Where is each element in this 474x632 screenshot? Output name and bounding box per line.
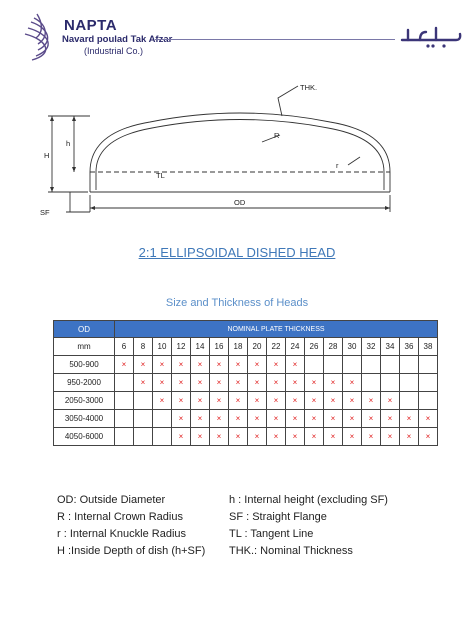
h-height-label: h xyxy=(66,139,71,148)
thickness-header-cell: 26 xyxy=(305,338,324,356)
cross-mark-icon: × xyxy=(235,432,241,441)
cross-mark-icon: × xyxy=(387,396,393,405)
availability-mark-cell xyxy=(286,392,305,410)
availability-mark-cell xyxy=(324,428,343,446)
header-divider xyxy=(155,39,395,40)
availability-mark-cell xyxy=(248,374,267,392)
thickness-header-cell: 20 xyxy=(248,338,267,356)
thickness-table xyxy=(53,320,438,446)
empty-cell xyxy=(381,374,400,392)
cross-mark-icon: × xyxy=(292,432,298,441)
cross-mark-icon: × xyxy=(197,414,203,423)
availability-mark-cell xyxy=(210,410,229,428)
availability-mark-cell xyxy=(286,410,305,428)
cross-mark-icon: × xyxy=(368,396,374,405)
cross-mark-icon: × xyxy=(273,360,279,369)
cross-mark-icon: × xyxy=(197,378,203,387)
legend-item: H :Inside Depth of dish (h+SF) xyxy=(57,545,206,557)
empty-cell xyxy=(381,356,400,374)
empty-cell xyxy=(419,374,438,392)
thickness-header-cell: 10 xyxy=(153,338,172,356)
availability-mark-cell xyxy=(419,428,438,446)
thickness-header-cell: 22 xyxy=(267,338,286,356)
availability-mark-cell xyxy=(381,428,400,446)
empty-cell xyxy=(115,392,134,410)
availability-mark-cell xyxy=(248,356,267,374)
availability-mark-cell xyxy=(267,392,286,410)
empty-cell xyxy=(400,374,419,392)
cross-mark-icon: × xyxy=(330,414,336,423)
cross-mark-icon: × xyxy=(292,414,298,423)
thickness-header-cell: 12 xyxy=(172,338,191,356)
cross-mark-icon: × xyxy=(349,414,355,423)
cross-mark-icon: × xyxy=(273,414,279,423)
availability-mark-cell xyxy=(324,392,343,410)
cross-mark-icon: × xyxy=(197,360,203,369)
availability-mark-cell xyxy=(286,374,305,392)
legend-right xyxy=(229,494,388,562)
thickness-header-cell: 38 xyxy=(419,338,438,356)
cross-mark-icon: × xyxy=(254,360,260,369)
legend-item: OD: Outside Diameter xyxy=(57,494,166,506)
cross-mark-icon: × xyxy=(254,378,260,387)
availability-mark-cell xyxy=(191,410,210,428)
cross-mark-icon: × xyxy=(216,360,222,369)
empty-cell xyxy=(115,410,134,428)
od-range-cell: 500-900 xyxy=(54,356,115,374)
cross-mark-icon: × xyxy=(349,378,355,387)
empty-cell xyxy=(134,410,153,428)
thickness-header-cell: 36 xyxy=(400,338,419,356)
empty-cell xyxy=(134,392,153,410)
legend-left xyxy=(57,494,205,562)
cross-mark-icon: × xyxy=(292,396,298,405)
cross-mark-icon: × xyxy=(178,360,184,369)
availability-mark-cell xyxy=(248,428,267,446)
legend-item: TL : Tangent Line xyxy=(229,528,314,540)
table-header-row xyxy=(54,321,438,338)
availability-mark-cell xyxy=(267,374,286,392)
cross-mark-icon: × xyxy=(159,378,165,387)
availability-mark-cell xyxy=(286,428,305,446)
cross-mark-icon: × xyxy=(387,432,393,441)
availability-mark-cell xyxy=(400,410,419,428)
empty-cell xyxy=(400,392,419,410)
availability-mark-cell xyxy=(153,374,172,392)
availability-mark-cell xyxy=(343,392,362,410)
availability-mark-cell xyxy=(172,410,191,428)
cross-mark-icon: × xyxy=(235,378,241,387)
availability-mark-cell xyxy=(191,428,210,446)
cross-mark-icon: × xyxy=(292,378,298,387)
cross-mark-icon: × xyxy=(292,360,298,369)
cross-mark-icon: × xyxy=(235,360,241,369)
brand-name: NAPTA xyxy=(64,17,118,34)
empty-cell xyxy=(362,356,381,374)
document-title xyxy=(0,245,474,260)
cross-mark-icon: × xyxy=(330,432,336,441)
dished-head-drawing xyxy=(30,80,450,230)
cross-mark-icon: × xyxy=(216,432,222,441)
knuckle-radius-label: r xyxy=(336,161,339,170)
availability-mark-cell xyxy=(115,356,134,374)
availability-mark-cell xyxy=(248,410,267,428)
availability-mark-cell xyxy=(210,428,229,446)
napta-swirl-logo-icon xyxy=(16,12,58,62)
cross-mark-icon: × xyxy=(254,432,260,441)
cross-mark-icon: × xyxy=(311,414,317,423)
cross-mark-icon: × xyxy=(178,396,184,405)
cross-mark-icon: × xyxy=(216,414,222,423)
availability-mark-cell xyxy=(229,392,248,410)
cross-mark-icon: × xyxy=(311,396,317,405)
availability-mark-cell xyxy=(400,428,419,446)
cross-mark-icon: × xyxy=(178,378,184,387)
availability-mark-cell xyxy=(305,374,324,392)
empty-cell xyxy=(400,356,419,374)
empty-cell xyxy=(343,356,362,374)
cross-mark-icon: × xyxy=(425,432,431,441)
table-row xyxy=(54,410,438,428)
od-column-header: OD xyxy=(54,321,115,338)
thickness-header-cell: 32 xyxy=(362,338,381,356)
thickness-header-cell: 16 xyxy=(210,338,229,356)
availability-mark-cell xyxy=(381,392,400,410)
cross-mark-icon: × xyxy=(368,432,374,441)
empty-cell xyxy=(134,428,153,446)
empty-cell xyxy=(115,428,134,446)
cross-mark-icon: × xyxy=(368,414,374,423)
availability-mark-cell xyxy=(210,374,229,392)
od-range-cell: 4050-6000 xyxy=(54,428,115,446)
legend-item: h : Internal height (excluding SF) xyxy=(229,494,388,506)
cross-mark-icon: × xyxy=(387,414,393,423)
table-row xyxy=(54,356,438,374)
cross-mark-icon: × xyxy=(406,432,412,441)
availability-mark-cell xyxy=(229,356,248,374)
availability-mark-cell xyxy=(134,374,153,392)
availability-mark-cell xyxy=(362,410,381,428)
availability-mark-cell xyxy=(229,410,248,428)
thickness-header-cell: 34 xyxy=(381,338,400,356)
thickness-header-cell: 6 xyxy=(115,338,134,356)
availability-mark-cell xyxy=(343,374,362,392)
empty-cell xyxy=(305,356,324,374)
document-title-text: 2:1 ELLIPSOIDAL DISHED HEAD xyxy=(138,245,336,260)
empty-cell xyxy=(153,428,172,446)
availability-mark-cell xyxy=(191,356,210,374)
thickness-values-row xyxy=(54,338,438,356)
crown-radius-label: R xyxy=(274,131,280,140)
tangent-line-label: TL xyxy=(156,171,165,180)
empty-cell xyxy=(115,374,134,392)
thk-label: THK. xyxy=(300,83,318,92)
cross-mark-icon: × xyxy=(121,360,127,369)
availability-mark-cell xyxy=(267,410,286,428)
od-label: OD xyxy=(234,198,246,207)
unit-cell: mm xyxy=(54,338,115,356)
availability-mark-cell xyxy=(172,374,191,392)
availability-mark-cell xyxy=(172,428,191,446)
h-depth-label: H xyxy=(44,151,50,160)
cross-mark-icon: × xyxy=(159,396,165,405)
availability-mark-cell xyxy=(343,410,362,428)
cross-mark-icon: × xyxy=(349,432,355,441)
empty-cell xyxy=(419,356,438,374)
cross-mark-icon: × xyxy=(216,378,222,387)
cross-mark-icon: × xyxy=(178,414,184,423)
section-title: Size and Thickness of Heads xyxy=(165,297,309,309)
brand-subtitle: Navard poulad Tak Afzar xyxy=(62,34,173,45)
availability-mark-cell xyxy=(305,392,324,410)
empty-cell xyxy=(153,410,172,428)
cross-mark-icon: × xyxy=(273,396,279,405)
empty-cell xyxy=(324,356,343,374)
availability-mark-cell xyxy=(134,356,153,374)
cross-mark-icon: × xyxy=(273,432,279,441)
thickness-header-cell: 28 xyxy=(324,338,343,356)
table-row xyxy=(54,374,438,392)
availability-mark-cell xyxy=(267,428,286,446)
cross-mark-icon: × xyxy=(140,378,146,387)
thickness-header-cell: 24 xyxy=(286,338,305,356)
cross-mark-icon: × xyxy=(406,414,412,423)
sf-label: SF xyxy=(40,208,50,217)
cross-mark-icon: × xyxy=(216,396,222,405)
availability-mark-cell xyxy=(267,356,286,374)
cross-mark-icon: × xyxy=(273,378,279,387)
od-range-cell: 3050-4000 xyxy=(54,410,115,428)
cross-mark-icon: × xyxy=(140,360,146,369)
empty-cell xyxy=(419,392,438,410)
thickness-header-cell: 14 xyxy=(191,338,210,356)
table-row xyxy=(54,392,438,410)
availability-mark-cell xyxy=(248,392,267,410)
availability-mark-cell xyxy=(305,410,324,428)
availability-mark-cell xyxy=(324,410,343,428)
cross-mark-icon: × xyxy=(330,378,336,387)
availability-mark-cell xyxy=(191,374,210,392)
availability-mark-cell xyxy=(286,356,305,374)
thickness-column-header: NOMINAL PLATE THICKNESS xyxy=(115,321,438,338)
availability-mark-cell xyxy=(419,410,438,428)
cross-mark-icon: × xyxy=(197,432,203,441)
availability-mark-cell xyxy=(191,392,210,410)
cross-mark-icon: × xyxy=(254,414,260,423)
availability-mark-cell xyxy=(229,428,248,446)
cross-mark-icon: × xyxy=(197,396,203,405)
availability-mark-cell xyxy=(324,374,343,392)
empty-cell xyxy=(362,374,381,392)
cross-mark-icon: × xyxy=(235,414,241,423)
od-range-cell: 950-2000 xyxy=(54,374,115,392)
availability-mark-cell xyxy=(343,428,362,446)
thickness-header-cell: 18 xyxy=(229,338,248,356)
availability-mark-cell xyxy=(362,392,381,410)
cross-mark-icon: × xyxy=(330,396,336,405)
legend-item: R : Internal Crown Radius xyxy=(57,511,183,523)
cross-mark-icon: × xyxy=(311,378,317,387)
legend-item: THK.: Nominal Thickness xyxy=(229,545,353,557)
availability-mark-cell xyxy=(381,410,400,428)
cross-mark-icon: × xyxy=(349,396,355,405)
availability-mark-cell xyxy=(210,392,229,410)
legend-item: SF : Straight Flange xyxy=(229,511,327,523)
availability-mark-cell xyxy=(305,428,324,446)
table-row xyxy=(54,428,438,446)
cross-mark-icon: × xyxy=(159,360,165,369)
legend-item: r : Internal Knuckle Radius xyxy=(57,528,187,540)
availability-mark-cell xyxy=(172,392,191,410)
od-range-cell: 2050-3000 xyxy=(54,392,115,410)
cross-mark-icon: × xyxy=(235,396,241,405)
cross-mark-icon: × xyxy=(425,414,431,423)
brand-subtitle-2: (Industrial Co.) xyxy=(84,46,144,56)
availability-mark-cell xyxy=(153,392,172,410)
availability-mark-cell xyxy=(362,428,381,446)
availability-mark-cell xyxy=(210,356,229,374)
thickness-header-cell: 30 xyxy=(343,338,362,356)
availability-mark-cell xyxy=(172,356,191,374)
cross-mark-icon: × xyxy=(254,396,260,405)
thickness-header-cell: 8 xyxy=(134,338,153,356)
availability-mark-cell xyxy=(229,374,248,392)
availability-mark-cell xyxy=(153,356,172,374)
cross-mark-icon: × xyxy=(311,432,317,441)
persian-calligraphy-logo-icon xyxy=(398,24,464,50)
cross-mark-icon: × xyxy=(178,432,184,441)
